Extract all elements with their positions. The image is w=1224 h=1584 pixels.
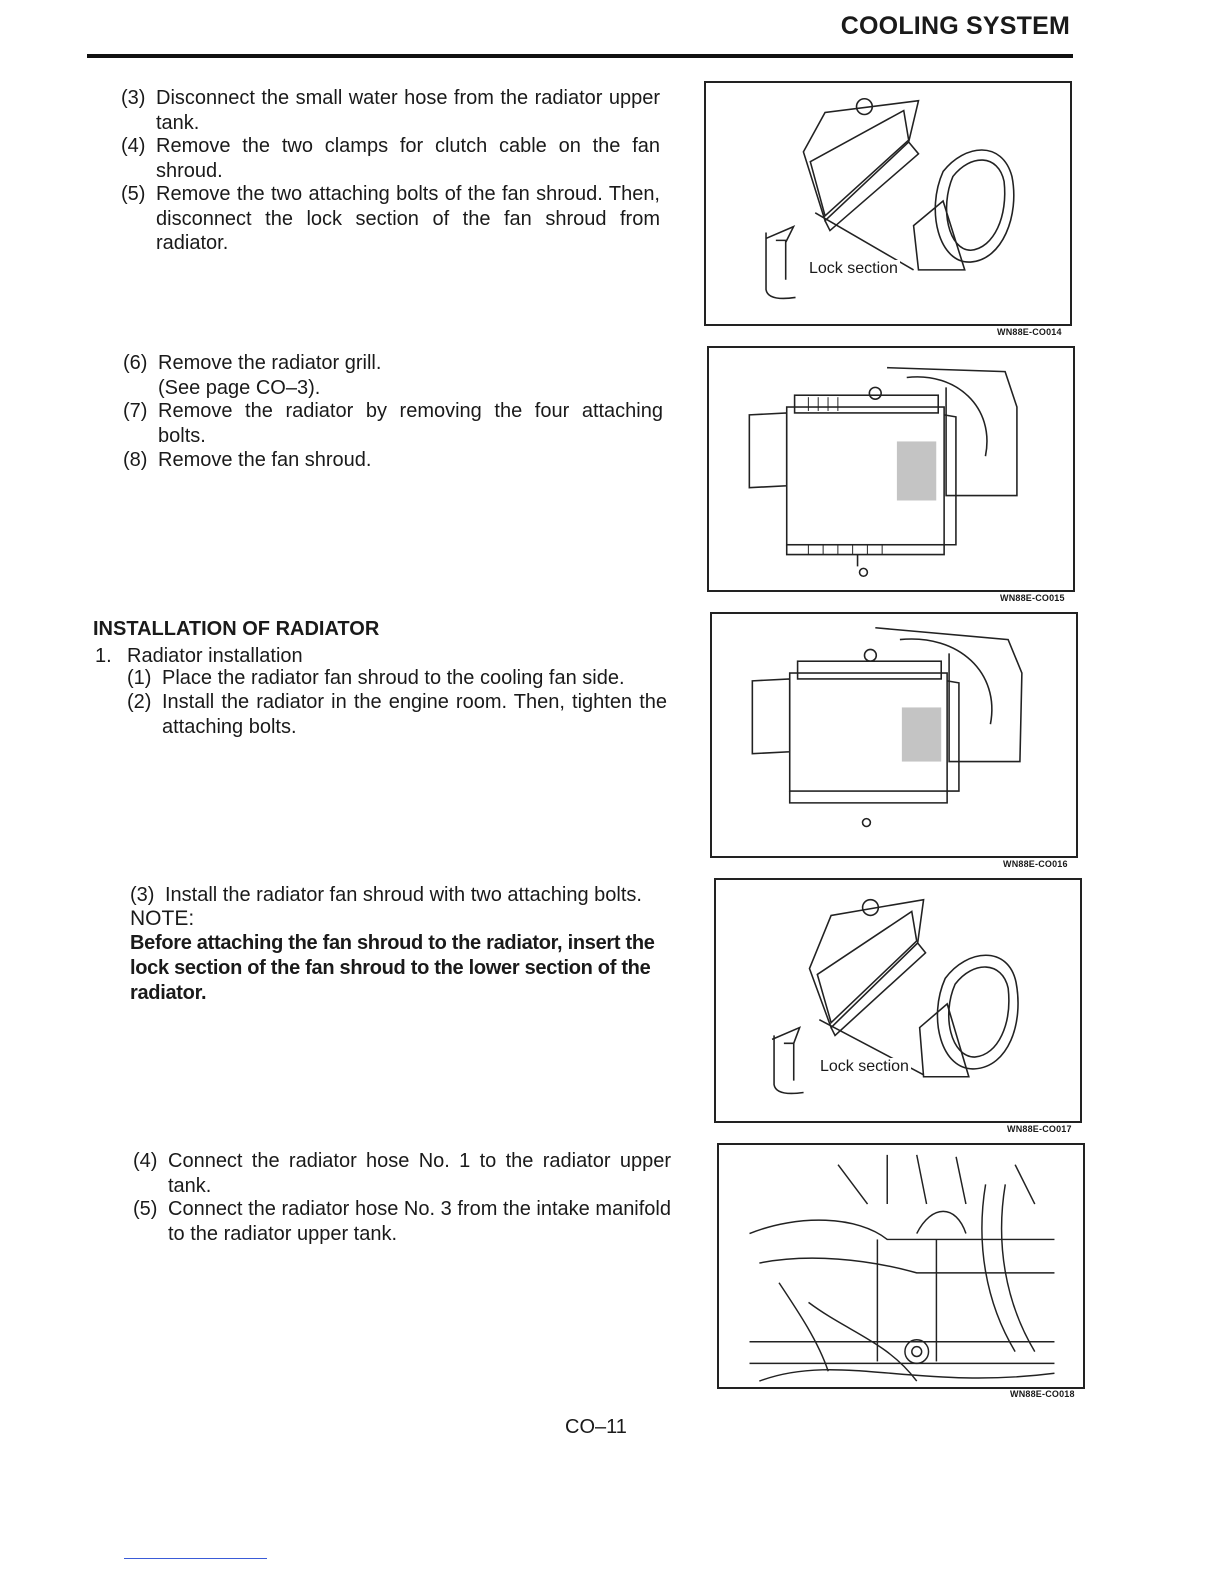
figure-code: WN88E-CO016	[1003, 859, 1068, 869]
footer-rule	[124, 1558, 267, 1559]
step-text: Remove the radiator by removing the four attaching bolts.	[158, 400, 663, 447]
step-text: Connect the radiator hose No. 3 from the intake manifold to the radiator upper tank.	[168, 1198, 671, 1245]
install-step-1	[127, 666, 667, 691]
figure-callout-label: Lock section	[809, 260, 898, 277]
figure-callout-label: Lock section	[820, 1058, 909, 1075]
radiator-shroud-illustration	[706, 83, 1070, 324]
step-text: Install the radiator fan shroud with two attaching bolts.	[165, 884, 642, 906]
radiator-installation-illustration	[712, 614, 1076, 856]
step-number: (3)	[130, 884, 155, 906]
removal-step-8	[123, 448, 663, 473]
step-number: (5)	[121, 183, 146, 205]
removal-step-3	[121, 86, 660, 135]
step-number: (7)	[123, 400, 148, 422]
figure-radiator-installation	[710, 612, 1078, 858]
removal-step-6	[123, 351, 663, 400]
figure-code: WN88E-CO014	[997, 327, 1062, 337]
figure-code: WN88E-CO017	[1007, 1124, 1072, 1134]
radiator-front-illustration	[709, 348, 1073, 590]
figure-hose-connection	[717, 1143, 1085, 1389]
step-text: Install the radiator in the engine room. Then, tighten the attaching bolts.	[162, 691, 667, 738]
install-step-3	[130, 883, 675, 908]
figure-code: WN88E-CO015	[1000, 593, 1065, 603]
step-subtext: (See page CO–3).	[158, 376, 321, 399]
figure-code: WN88E-CO018	[1010, 1389, 1075, 1399]
step-number: (3)	[121, 87, 146, 109]
step-text: Disconnect the small water hose from the radiator upper tank.	[156, 87, 660, 134]
step-text: Remove the radiator grill.	[158, 352, 382, 374]
install-step-2	[127, 690, 667, 739]
step-number: (6)	[123, 352, 148, 374]
step-number: (1)	[127, 667, 152, 689]
step-text: Place the radiator fan shroud to the cooling fan side.	[162, 667, 625, 689]
removal-step-5	[121, 182, 660, 256]
installation-item-label: Radiator installation	[127, 645, 303, 667]
page-section-title: COOLING SYSTEM	[840, 12, 1070, 40]
removal-step-7	[123, 399, 663, 448]
install-step-4	[133, 1149, 671, 1198]
radiator-shroud-illustration	[716, 880, 1080, 1121]
step-text: Remove the two clamps for clutch cable on the fan shroud.	[156, 135, 660, 182]
step-number: (4)	[121, 135, 146, 157]
note-text: Before attaching the fan shroud to the radiator, insert the lock section of the fan shroud to the lower section of the radiator.	[130, 932, 655, 1004]
removal-step-4	[121, 134, 660, 183]
step-number: (5)	[133, 1198, 158, 1220]
header-divider	[87, 54, 1073, 58]
note-label: NOTE:	[130, 907, 195, 930]
step-text: Remove the two attaching bolts of the fan shroud. Then, disconnect the lock section of the fan shroud from radiator.	[156, 183, 660, 254]
figure-radiator-removal	[707, 346, 1075, 592]
installation-item-number: 1.	[95, 645, 112, 667]
installation-heading: INSTALLATION OF RADIATOR	[93, 618, 380, 640]
step-number: (2)	[127, 691, 152, 713]
step-text: Remove the fan shroud.	[158, 449, 372, 471]
install-step-5	[133, 1197, 671, 1246]
step-text: Connect the radiator hose No. 1 to the radiator upper tank.	[168, 1150, 671, 1197]
page-number: CO–11	[565, 1416, 627, 1438]
figure-shroud-lock-insertion	[714, 878, 1082, 1123]
step-number: (8)	[123, 449, 148, 471]
engine-bay-hose-illustration	[719, 1145, 1083, 1387]
step-number: (4)	[133, 1150, 158, 1172]
figure-radiator-lock-section	[704, 81, 1072, 326]
